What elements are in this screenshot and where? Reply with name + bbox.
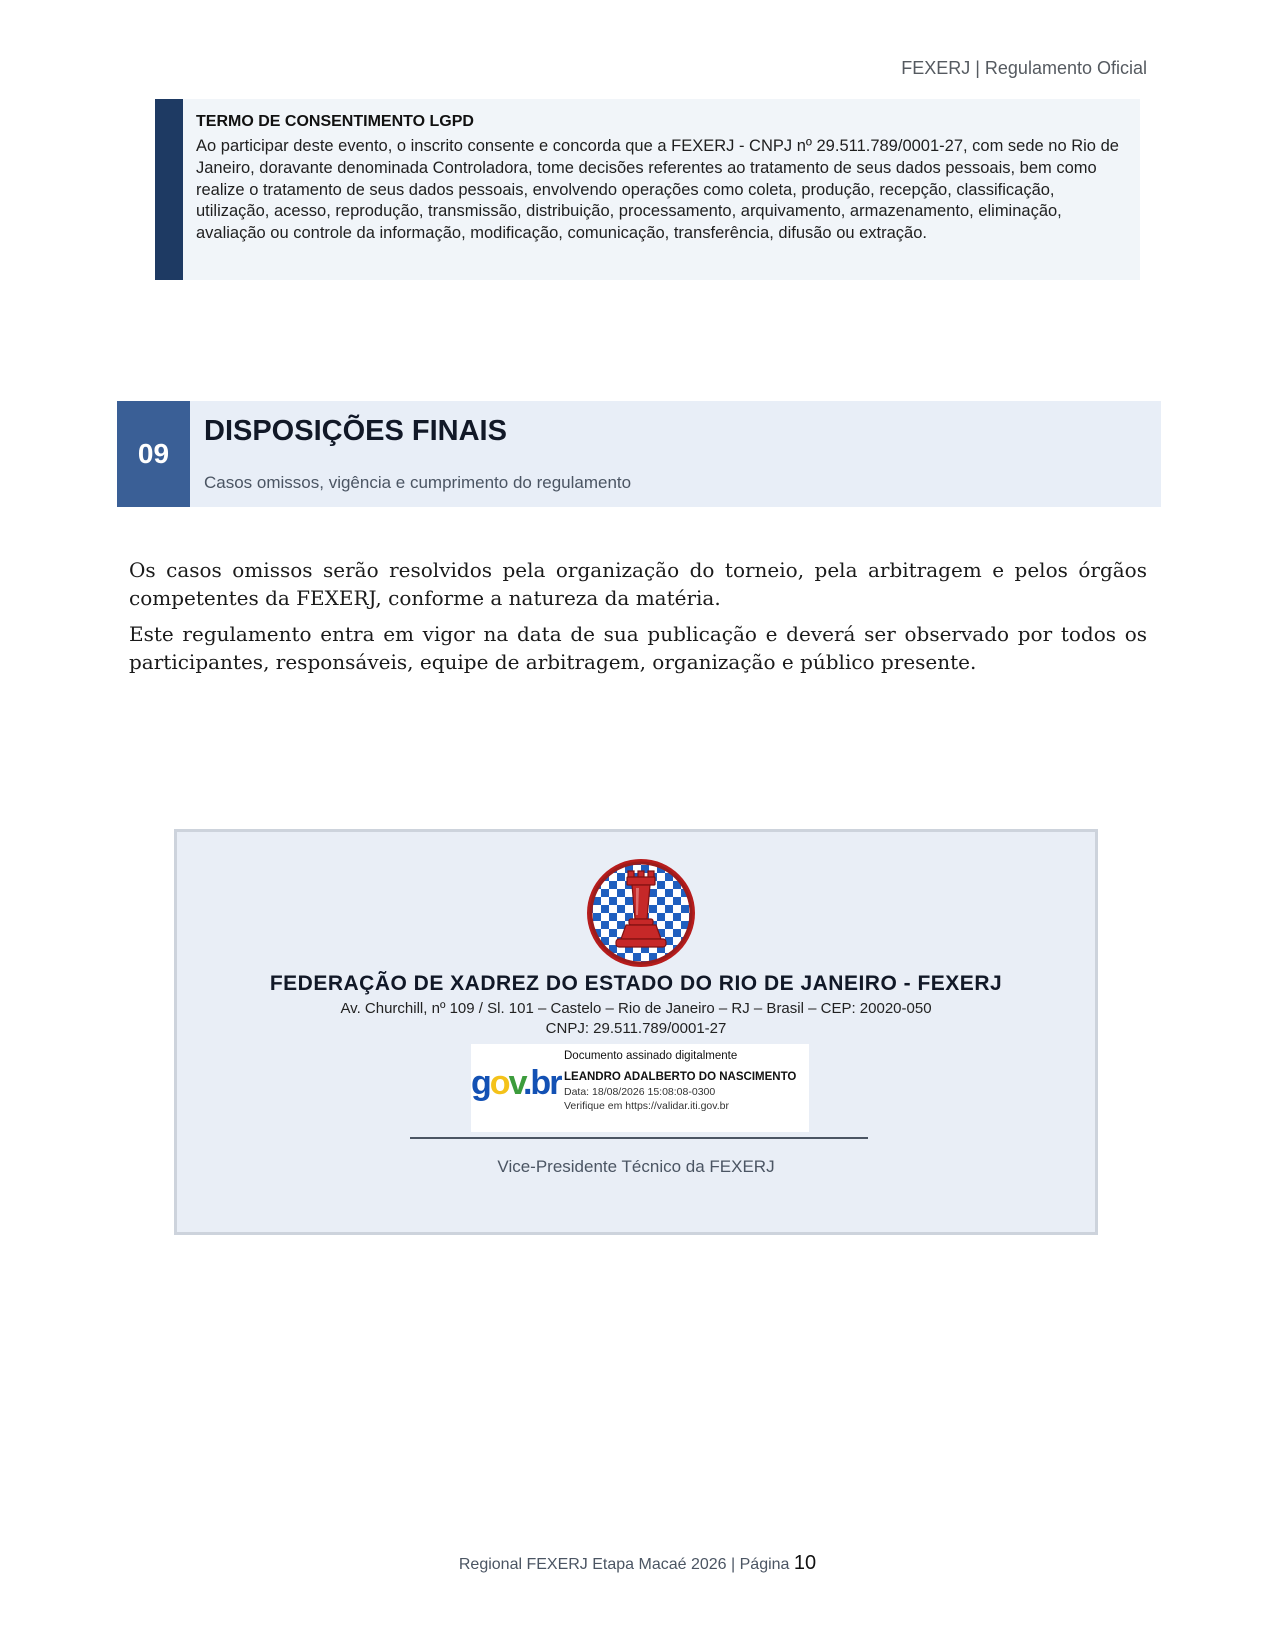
lgpd-text: Ao participar deste evento, o inscrito consente e concorda que a FEXERJ - CNPJ nº 29.511.789/0001-27, com sede no Rio de Janeiro, doravante denominada Controladora, tome decisões referentes ao tratamento de seus dados pessoais, bem como realize o tratamento de seus dados pessoais, envolvendo operações como coleta, produção, recepção, classificação, utilização, acesso, reprodução, transmissão, distribuição, processamento, arquivamento, armazenamento, eliminação, avaliação ou controle da informação, modificação, comunicação, transferência, difusão ou extração. (196, 137, 1119, 243)
section-number: 09 (117, 401, 190, 507)
page-number: 10 (793, 1552, 817, 1574)
lgpd-consent-box (155, 99, 1140, 280)
stamp-label: Documento assinado digitalmente (564, 1050, 738, 1062)
footer-text: Regional FEXERJ Etapa Macaé 2026 | Página (458, 1556, 790, 1573)
lgpd-accent-bar (155, 99, 183, 280)
signer-role: Vice-Presidente Técnico da FEXERJ (497, 1157, 775, 1176)
section-header (117, 401, 1161, 507)
running-header: FEXERJ | Regulamento Oficial (901, 58, 1147, 78)
paragraph: Este regulamento entra em vigor na data de sua publicação e deverá ser observado por todos os participantes, responsáveis, equipe de arbitragem, organização e público presente. (129, 622, 1147, 674)
stamp-date: Data: 18/08/2026 15:08:08-0300 (564, 1086, 716, 1098)
stamp-signer: LEANDRO ADALBERTO DO NASCIMENTO (564, 1071, 797, 1083)
organization-address: Av. Churchill, nº 109 / Sl. 101 – Castelo – Rio de Janeiro – RJ – Brasil – CEP: 20020-050 (340, 1000, 932, 1017)
govbr-logo: gov.br (471, 1064, 561, 1102)
section-title: DISPOSIÇÕES FINAIS (204, 415, 507, 447)
section-subtitle: Casos omissos, vigência e cumprimento do regulamento (204, 473, 632, 492)
organization-name: FEDERAÇÃO DE XADREZ DO ESTADO DO RIO DE JANEIRO - FEXERJ (269, 972, 1003, 995)
body-text (129, 556, 1147, 684)
page-footer (0, 1552, 1275, 1575)
signature-line (410, 1137, 868, 1139)
chess-rook-crest-icon (585, 857, 697, 969)
digital-signature-stamp (471, 1044, 809, 1132)
organization-cnpj: CNPJ: 29.511.789/0001-27 (545, 1020, 727, 1037)
lgpd-title: TERMO DE CONSENTIMENTO LGPD (196, 113, 474, 130)
stamp-verify-link: Verifique em https://validar.iti.gov.br (564, 1100, 729, 1112)
signature-card (174, 829, 1098, 1235)
paragraph: Os casos omissos serão resolvidos pela organização do torneio, pela arbitragem e pelos órgãos competentes da FEXERJ, conforme a natureza da matéria. (129, 558, 1147, 610)
